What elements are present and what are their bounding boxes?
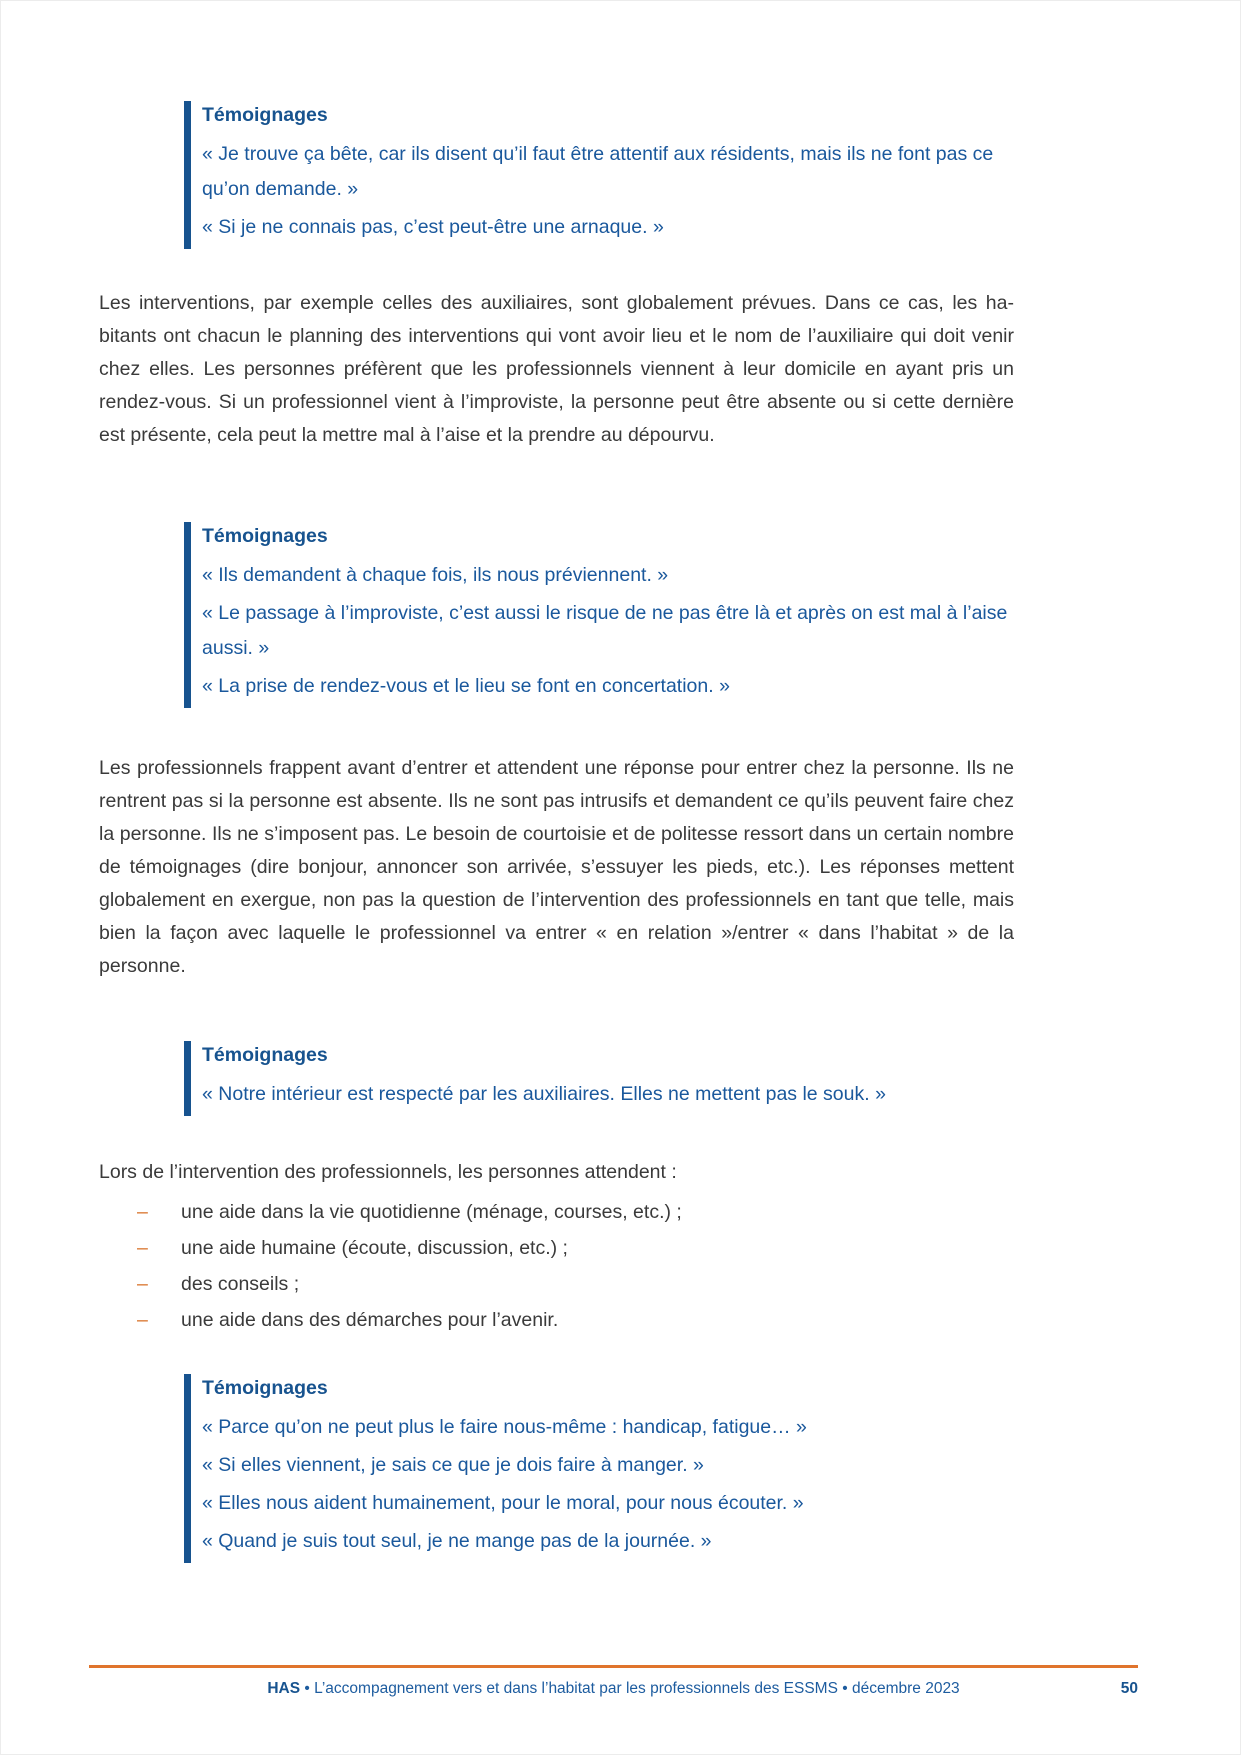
testimonial-quote: « La prise de rendez-vous et le lieu se font en concertation. » xyxy=(202,675,730,697)
testimonial-block-2 xyxy=(184,522,1014,708)
body-paragraph-1: Les interventions, par exemple celles des auxiliaires, sont globalement prévues. Dans ce cas, les habitants ont chacun le planning des interventions qui vont avoir lieu et le nom de l’auxiliaire qui doit venir chez elles. Les personnes préfèrent que les professionnels viennent à leur domicile en ayant pris un rendez-vous. Si un professionnel vient à l’improviste, la personne peut être absente ou si cette dernière est présente, cela peut la mettre mal à l’aise et la prendre au dépourvu. xyxy=(99,292,1014,446)
testimonial-quote: « Elles nous aident humainement, pour le moral, pour nous écouter. » xyxy=(202,1492,804,1514)
list-item-text: une aide humaine (écoute, discussion, etc.) ; xyxy=(181,1237,568,1259)
testimonial-quote: « Si je ne connais pas, c’est peut-être une arnaque. » xyxy=(202,216,664,238)
list-item xyxy=(137,1302,1014,1338)
list-item xyxy=(137,1194,1014,1230)
dash-marker: – xyxy=(137,1237,148,1259)
page-number: 50 xyxy=(1120,1680,1138,1697)
testimonial-block-1 xyxy=(184,101,1014,249)
list-intro: Lors de l’intervention des professionnels, les personnes attendent : xyxy=(99,1161,677,1183)
testimonial-quote: « Notre intérieur est respecté par les auxiliaires. Elles ne mettent pas le souk. » xyxy=(202,1083,886,1105)
list-item xyxy=(137,1266,1014,1302)
body-paragraph-2: Les professionnels frappent avant d’entrer et attendent une réponse pour entrer chez la personne. Ils ne rentrent pas si la personne est absente. Ils ne sont pas intrusifs et demandent ce qu’ils peuvent faire chez la personne. Ils ne s’imposent pas. Le besoin de courtoisie et de politesse ressort dans un certain nombre de témoignages (dire bonjour, annoncer son arrivée, s’essuyer les pieds, etc.). Les réponses mettent globalement en exergue, non pas la question de l’intervention des professionnels en tant que telle, mais bien la façon avec laquelle le professionnel va entrer « en relation »/entrer « dans l’habitat » de la personne. xyxy=(99,757,1014,977)
testimonial-quote: « Je trouve ça bête, car ils disent qu’il faut être attentif aux résidents, mais ils ne font pas ce qu’on demande. » xyxy=(202,143,994,200)
footer-title: • L’accompagnement vers et dans l’habitat par les professionnels des ESSMS • décembre 2023 xyxy=(300,1680,960,1697)
testimonial-title: Témoignages xyxy=(202,525,328,547)
testimonial-quote: « Parce qu’on ne peut plus le faire nous-même : handicap, fatigue… » xyxy=(202,1416,807,1438)
dash-marker: – xyxy=(137,1273,148,1295)
footer-rule xyxy=(89,1665,1138,1668)
list-item xyxy=(137,1230,1014,1266)
testimonial-quote: « Si elles viennent, je sais ce que je dois faire à manger. » xyxy=(202,1454,704,1476)
list-items xyxy=(1,1194,1240,1338)
testimonial-title: Témoignages xyxy=(202,1044,328,1066)
testimonial-block-4 xyxy=(184,1374,1014,1563)
testimonial-title: Témoignages xyxy=(202,1377,328,1399)
page-footer xyxy=(89,1665,1138,1699)
testimonial-quote: « Ils demandent à chaque fois, ils nous préviennent. » xyxy=(202,564,669,586)
footer-org: HAS xyxy=(267,1680,301,1697)
testimonial-quote: « Quand je suis tout seul, je ne mange pas de la journée. » xyxy=(202,1530,712,1552)
dash-marker: – xyxy=(137,1201,148,1223)
testimonial-block-3 xyxy=(184,1041,1014,1116)
testimonial-quote: « Le passage à l’improviste, c’est aussi le risque de ne pas être là et après on est mal à l’aise aussi. » xyxy=(202,602,1008,659)
testimonial-title: Témoignages xyxy=(202,104,328,126)
list-item-text: une aide dans la vie quotidienne (ménage, courses, etc.) ; xyxy=(181,1201,682,1223)
dash-marker: – xyxy=(137,1309,148,1331)
expectations-list xyxy=(1,1160,1240,1338)
list-item-text: une aide dans des démarches pour l’avenir. xyxy=(181,1309,559,1331)
list-item-text: des conseils ; xyxy=(181,1273,300,1295)
footer-text xyxy=(89,1679,1138,1699)
